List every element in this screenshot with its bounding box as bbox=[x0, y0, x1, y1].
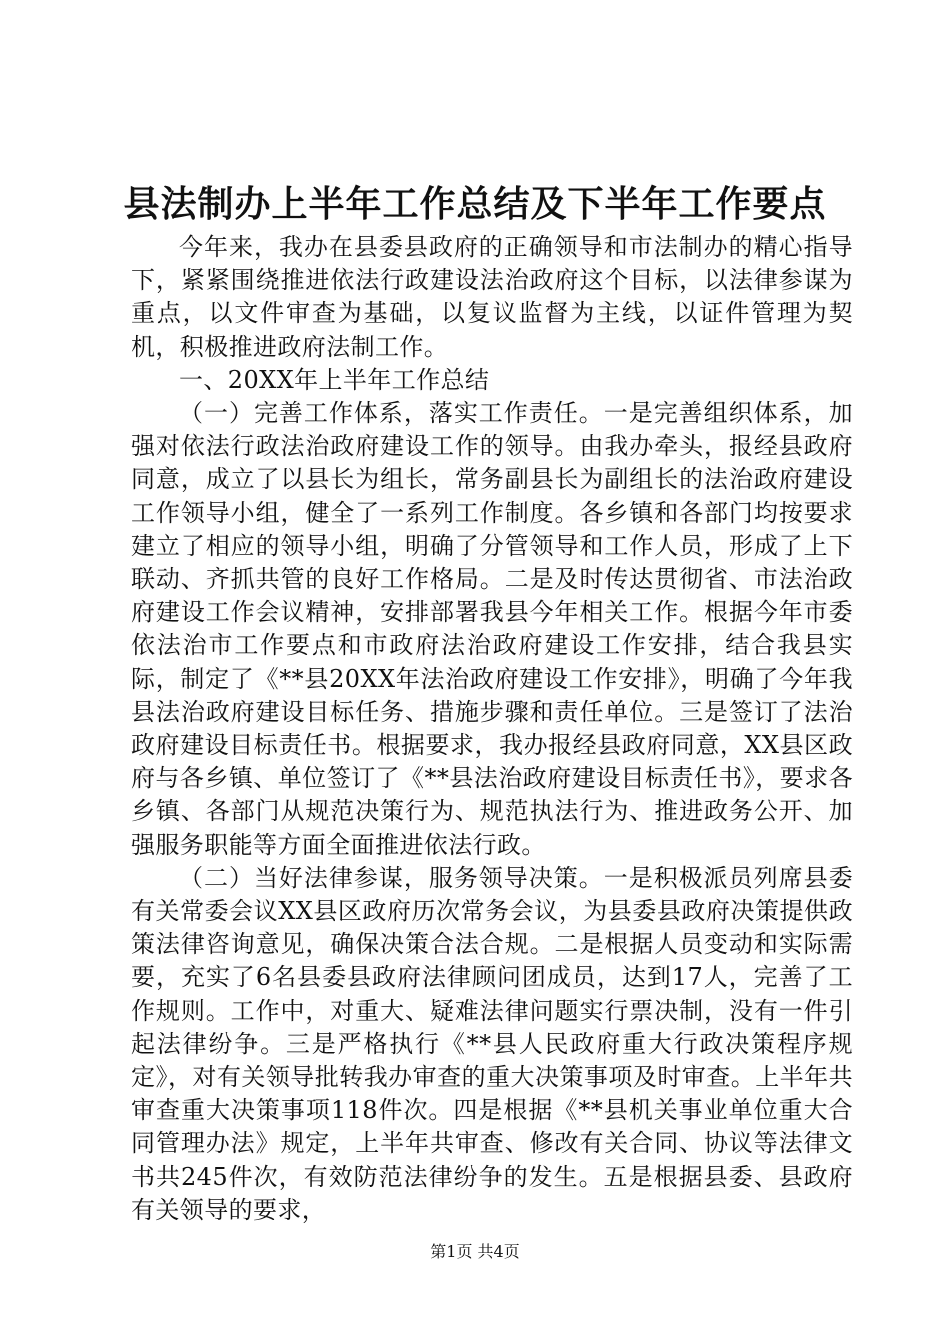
body-paragraph: （一）完善工作体系，落实工作责任。一是完善组织体系，加强对依法行政法治政府建设工作的领导。由我办牵头，报经县政府同意，成立了以县长为组长，常务副县长为副组长的法治政府建设工作领导小组，健全了一系列工作制度。各乡镇和各部门均按要求建立了相应的领导小组，明确了分管领导和工作人员，形成了上下联动、齐抓共管的良好工作格局。二是及时传达贯彻省、市法治政府建设工作会议精神，安排部署我县今年相关工作。根据今年市委依法治市工作要点和市政府法治政府建设工作安排，结合我县实际，制定了《**县20XX年法治政府建设工作安排》，明确了今年我县法治政府建设目标任务、措施步骤和责任单位。三是签订了法治政府建设目标责任书。根据要求，我办报经县政府同意，XX县区政府与各乡镇、单位签订了《**县法治政府建设目标责任书》，要求各乡镇、各部门从规范决策行为、规范执法行为、推进政务公开、加强服务职能等方面全面推进依法行政。 bbox=[131, 399, 853, 859]
document-body bbox=[131, 231, 853, 1227]
section-heading: 一、20XX年上半年工作总结 bbox=[179, 365, 490, 394]
page-number-footer: 第1页 共4页 bbox=[430, 1242, 520, 1261]
intro-paragraph: 今年来，我办在县委县政府的正确领导和市法制办的精心指导下，紧紧围绕推进依法行政建设法治政府这个目标，以法律参谋为重点，以文件审查为基础，以复议监督为主线，以证件管理为契机，积极推进政府法制工作。 bbox=[131, 233, 853, 361]
body-paragraph: （二）当好法律参谋，服务领导决策。一是积极派员列席县委有关常委会议XX县区政府历次常务会议，为县委县政府决策提供政策法律咨询意见，确保决策合法合规。二是根据人员变动和实际需要，充实了6名县委县政府法律顾问团成员，达到17人，完善了工作规则。工作中，对重大、疑难法律问题实行票决制，没有一件引起法律纷争。三是严格执行《**县人民政府重大行政决策程序规定》，对有关领导批转我办审查的重大决策事项及时审查。上半年共审查重大决策事项118件次。四是根据《**县机关事业单位重大合同管理办法》规定，上半年共审查、修改有关合同、协议等法律文书共245件次，有效防范法律纷争的发生。五是根据县委、县政府有关领导的要求， bbox=[131, 863, 853, 1224]
document-title: 县法制办上半年工作总结及下半年工作要点 bbox=[123, 184, 827, 225]
